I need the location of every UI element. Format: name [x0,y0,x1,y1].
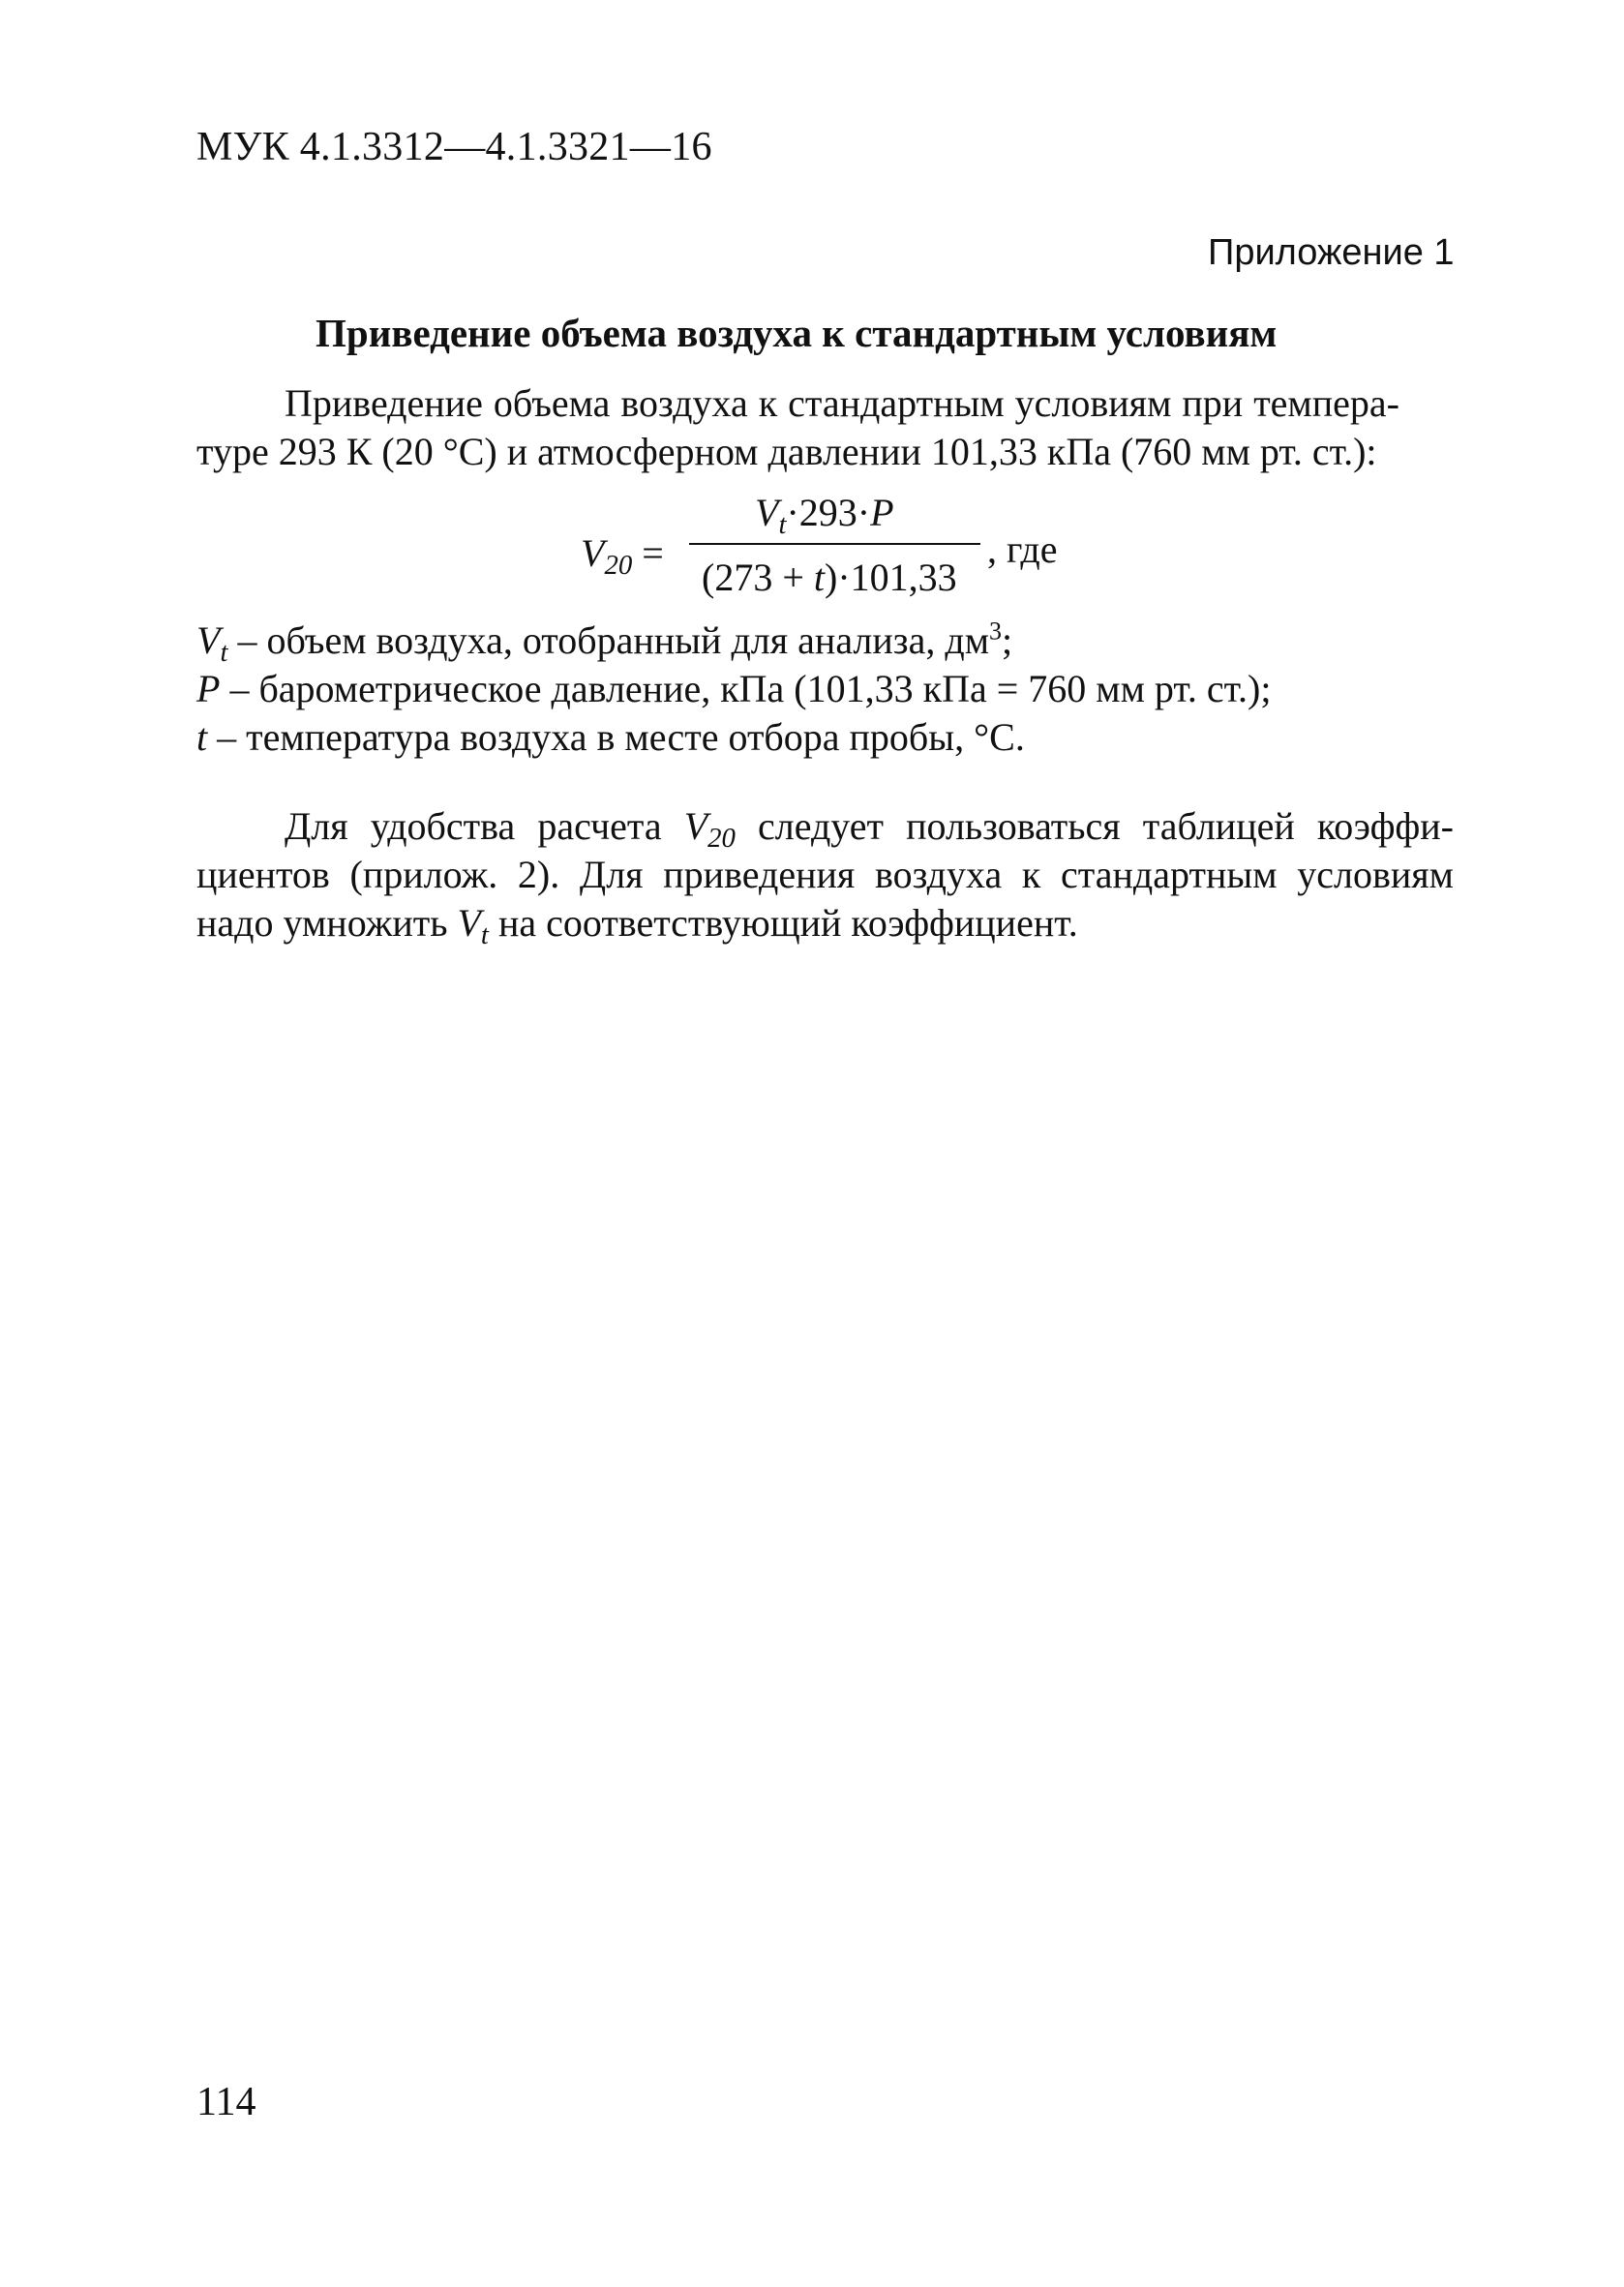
formula-denominator: (273 + t)·101,33 [702,556,957,599]
intro-paragraph-line-1: Приведение объема воздуха к стандартным условиям при темпера- [285,381,1399,425]
fraction-bar [689,543,980,545]
formula-numerator: $V_t\cdot 293\cdot P$ [755,491,894,541]
definition-p: P – барометрическое давление, кПа (101,33 кПа = 760 мм рт. ст.); [196,667,1272,710]
appendix-label: Приложение 1 [1208,232,1455,273]
section-title: Приведение объема воздуха к стандартным условиям [316,311,1278,355]
document-code: МУК 4.1.3312—4.1.3321—16 [196,125,712,169]
calc-note-line-2: циентов (прилож. 2). Для приведения воздуха к стандартным условиям [196,853,1454,896]
volume-formula [581,490,1084,616]
calc-note-line-1: Для удобства расчета $V_{20}$ следует пользоваться таблицей коэффи- [285,804,1454,855]
definition-vt: $V_t$ – объем воздуха, отобранный для анализа, $дм^3$; [196,617,1013,669]
page-number: 114 [196,2080,256,2124]
formula-where: , где [987,527,1058,571]
intro-paragraph-line-2: туре 293 К (20 °С) и атмосферном давлении 101,33 кПа (760 мм рт. ст.): [196,430,1377,473]
formula-lhs: $V_{20}$ = [581,531,664,582]
definition-t: t – температура воздуха в месте отбора пробы, °С. [196,715,1025,759]
calc-note-line-3: надо умножить $V_t$ на соответствующий коэффициент. [196,901,1078,951]
